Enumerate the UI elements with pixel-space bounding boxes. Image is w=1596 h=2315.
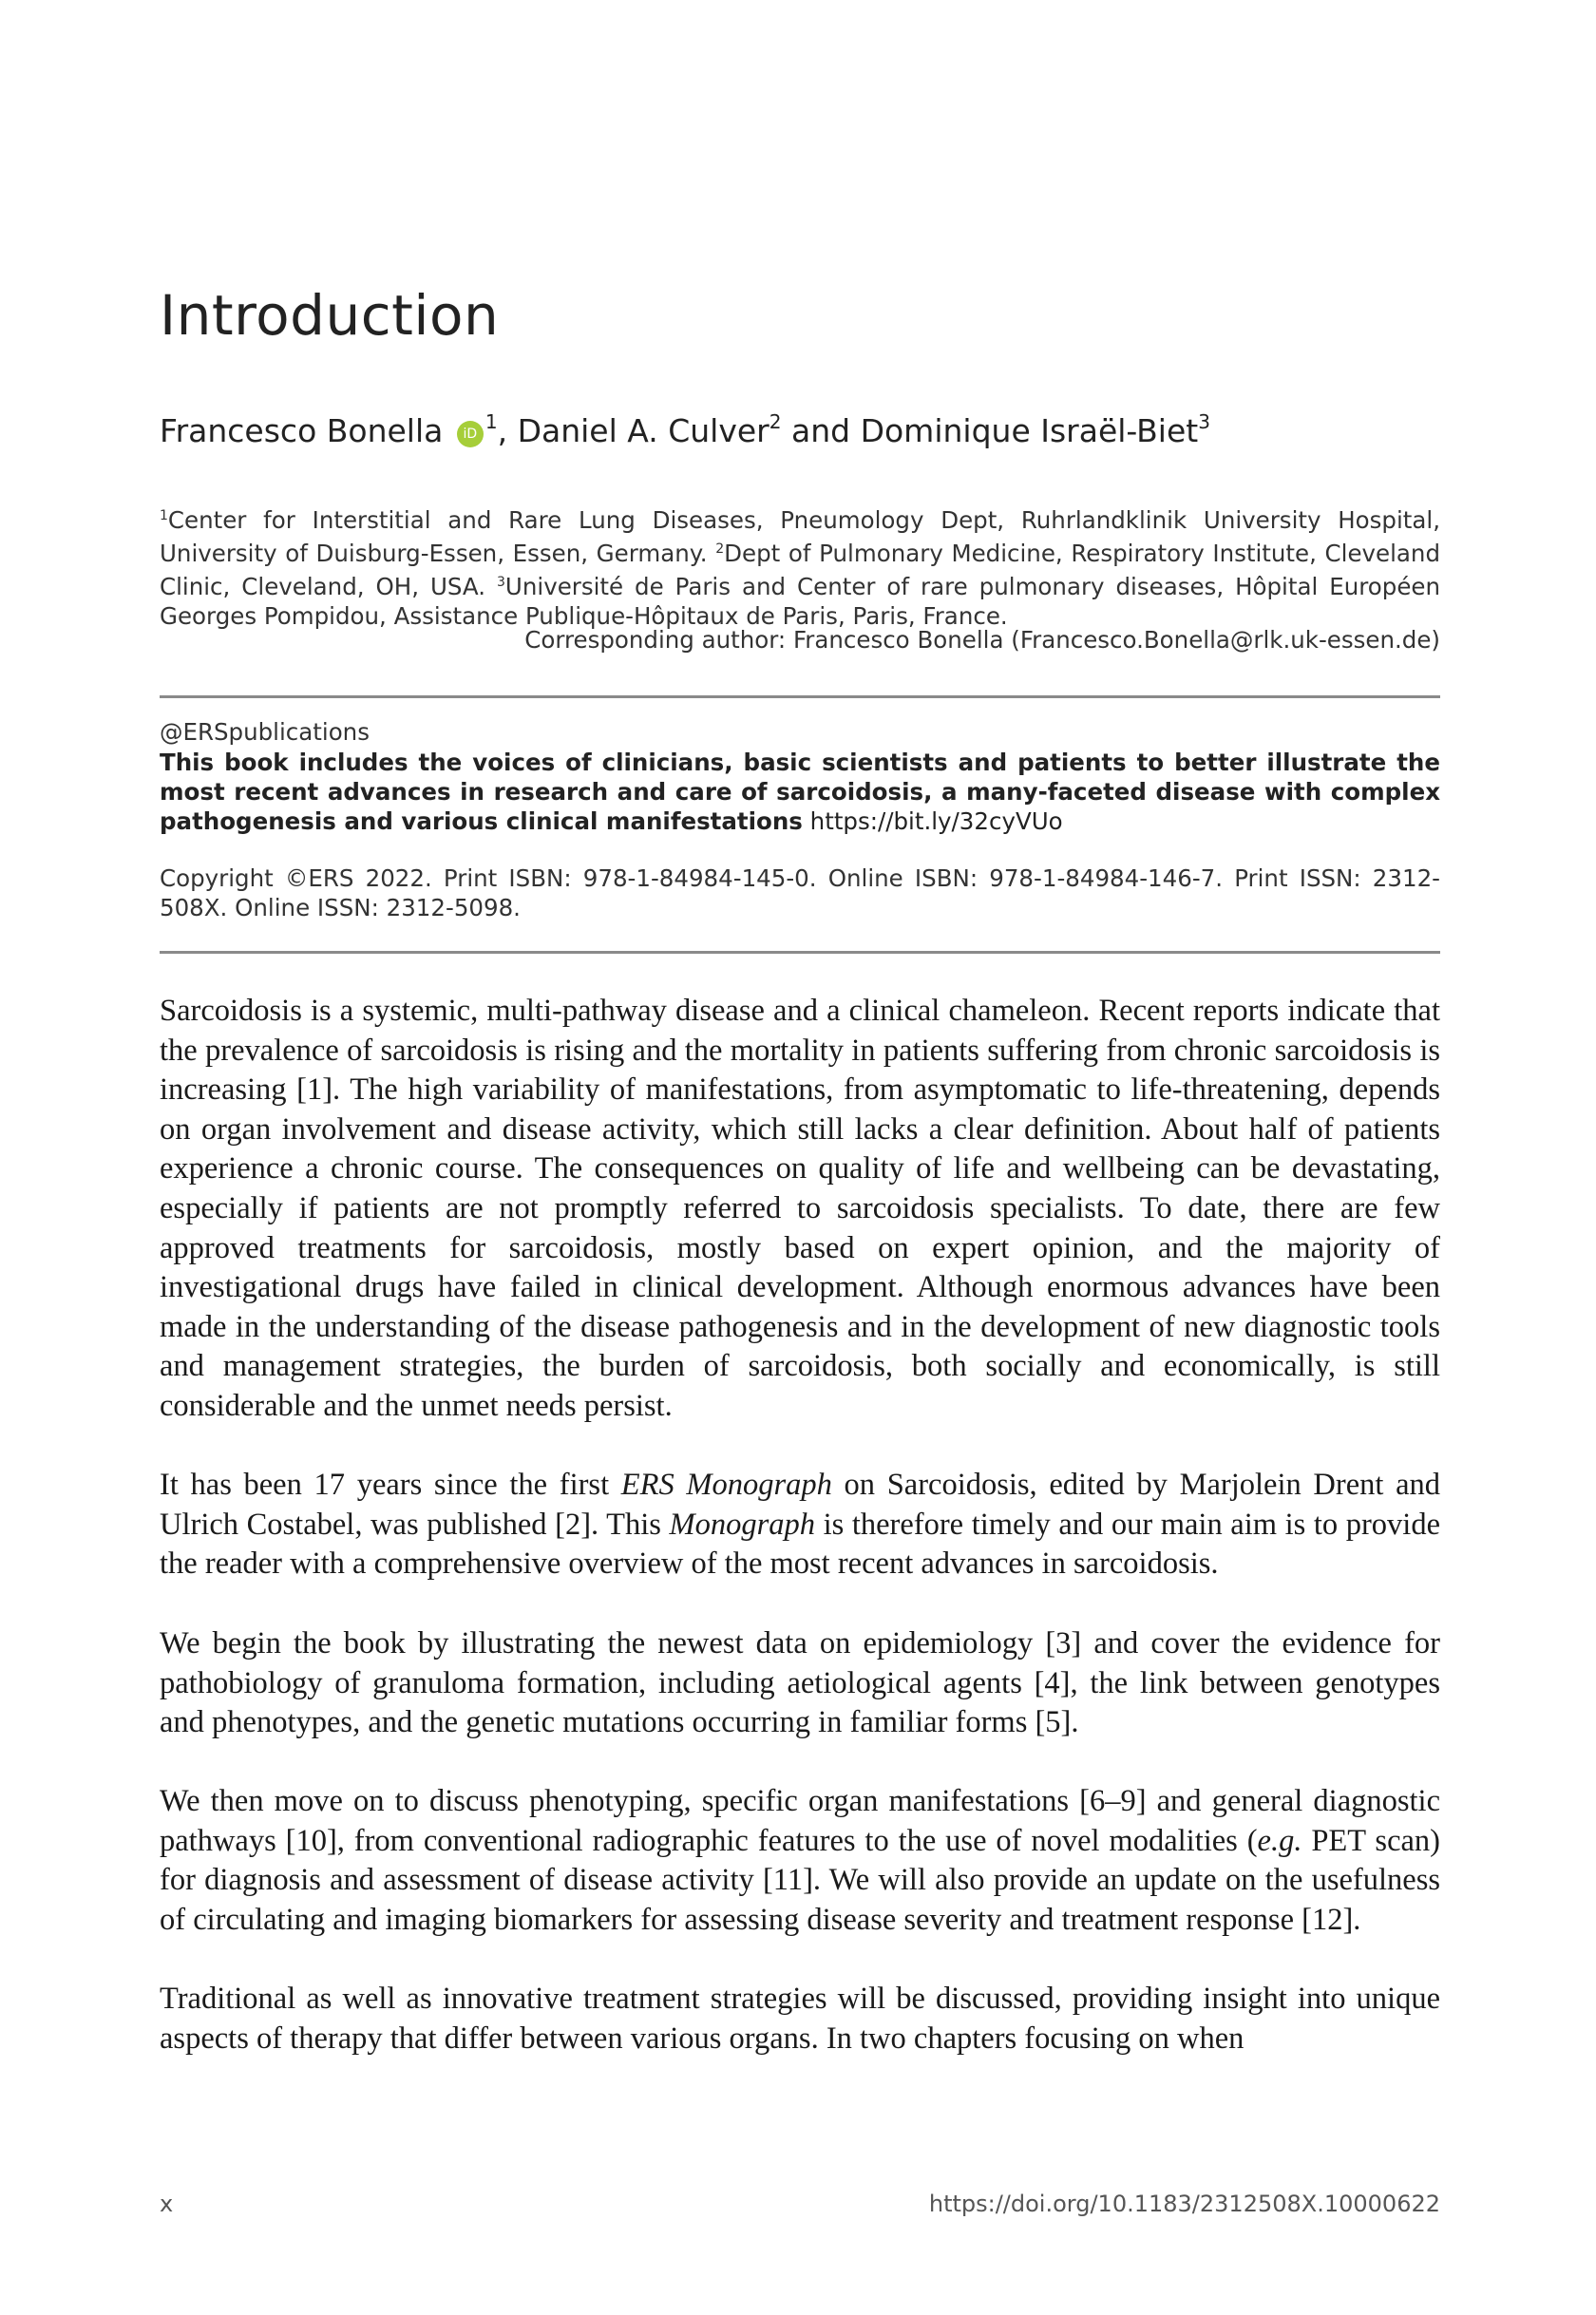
author-affil-sup: 1 xyxy=(484,410,498,433)
author-affil-sup: 3 xyxy=(1198,410,1210,433)
copyright-notice: Copyright ©ERS 2022. Print ISBN: 978-1-84984-145-0. Online ISBN: 978-1-84984-146-7. Print ISSN: 2312-508X. Online ISSN: 2312-5098. xyxy=(160,864,1440,921)
paragraph-5: Traditional as well as innovative treatment strategies will be discussed, providing insight into unique aspects of therapy that differ between various organs. In two chapters focusing on when xyxy=(160,1982,1440,2056)
page-title: Introduction xyxy=(160,283,500,348)
paragraph-2 xyxy=(160,1466,1440,1584)
italic-text: Monograph xyxy=(669,1507,815,1542)
page-number: x xyxy=(160,2191,174,2217)
doi-link[interactable]: https://doi.org/10.1183/2312508X.10000622 xyxy=(928,2191,1440,2217)
affiliation-text: Université de Paris and Center of rare pulmonary diseases, Hôpital Européen Georges Pompidou, Assistance Publique-Hôpitaux de Paris, Paris, France. xyxy=(160,573,1440,630)
tweet-bold-text: This book includes the voices of clinicians, basic scientists and patients to better illustrate the most recent advances in research and care of sarcoidosis, a many-faceted disease with complex pathogenesis and various clinical manifestations xyxy=(160,749,1440,835)
corresponding-author: Corresponding author: Francesco Bonella (Francesco.Bonella@rlk.uk-essen.de) xyxy=(524,626,1440,654)
affil-sup: 3 xyxy=(497,575,505,590)
italic-text: ERS Monograph xyxy=(620,1468,832,1502)
orcid-icon[interactable]: iD xyxy=(457,421,484,447)
tweet-link[interactable]: https://bit.ly/32cyVUo xyxy=(802,807,1063,835)
divider xyxy=(160,695,1440,698)
paragraph-1: Sarcoidosis is a systemic, multi-pathway disease and a clinical chameleon. Recent reports indicate that the prevalence of sarcoidosis is rising and the mortality in patients suffering from chronic sarcoidosis is increasing [1]. The high variability of manifestations, from asymptomatic to life-threatening, depends on organ involvement and disease activity, which still lacks a clear definition. About half of patients experience a chronic course. The consequences on quality of life and wellbeing can be devastating, especially if patients are not promptly referred to sarcoidosis specialists. To date, there are few approved treatments for sarcoidosis, mostly based on expert opinion, and the majority of investigational drugs have failed in clinical development. Although enormous advances have been made in the understanding of the disease pathogenesis and in the development of new diagnostic tools and management strategies, the burden of sarcoidosis, both socially and economically, is still considerable and the unmet needs persist. xyxy=(160,994,1440,1423)
text-run: It has been 17 years since the first xyxy=(160,1468,621,1502)
text-run: We then move on to discuss phenotyping, specific organ manifestations [6–9] and general diagnostic pathways [10], from conventional radiographic features to the use of novel modalities ( xyxy=(160,1784,1440,1858)
author-line xyxy=(160,410,1210,449)
author-separator: , xyxy=(497,412,518,449)
social-handle[interactable]: @ERSpublications xyxy=(160,718,370,746)
author-name: Dominique Israël-Biet xyxy=(860,412,1199,449)
divider xyxy=(160,951,1440,954)
affiliation-text: Center for Interstitial and Rare Lung Diseases, Pneumology Dept, Ruhrlandklinik University Hospital, University of Duisburg-Essen, Essen, Germany. xyxy=(160,506,1440,567)
tweet-summary xyxy=(160,748,1440,836)
italic-text: e.g. xyxy=(1257,1823,1302,1858)
text-run: PET scan) for diagnosis and assessment of disease activity [11]. We will also provide an update on the usefulness of circulating and imaging biomarkers for assessing disease severity and treatment response [12]. xyxy=(160,1823,1440,1937)
paragraph-3: We begin the book by illustrating the newest data on epidemiology [3] and cover the evidence for pathobiology of granuloma formation, including aetiological agents [4], the link between genotypes and phenotypes, and the genetic mutations occurring in familiar forms [5]. xyxy=(160,1626,1440,1740)
affiliation-text: Dept of Pulmonary Medicine, Respiratory Institute, Cleveland Clinic, Cleveland, OH, USA. xyxy=(160,540,1441,600)
affiliations xyxy=(160,502,1440,631)
affil-sup: 2 xyxy=(715,541,725,557)
paragraph-4 xyxy=(160,1782,1440,1940)
affil-sup: 1 xyxy=(160,508,168,523)
author-affil-sup: 2 xyxy=(769,410,782,433)
author-name: Daniel A. Culver xyxy=(517,412,770,449)
text-run: on Sarcoidosis, edited by Marjolein Drent and Ulrich Costabel, was published [2]. This xyxy=(160,1468,1440,1542)
author-name: Francesco Bonella xyxy=(160,412,444,449)
text-run: is therefore timely and our main aim is to provide the reader with a comprehensive overview of the most recent advances in sarcoidosis. xyxy=(160,1507,1440,1582)
author-separator: and xyxy=(781,412,861,449)
